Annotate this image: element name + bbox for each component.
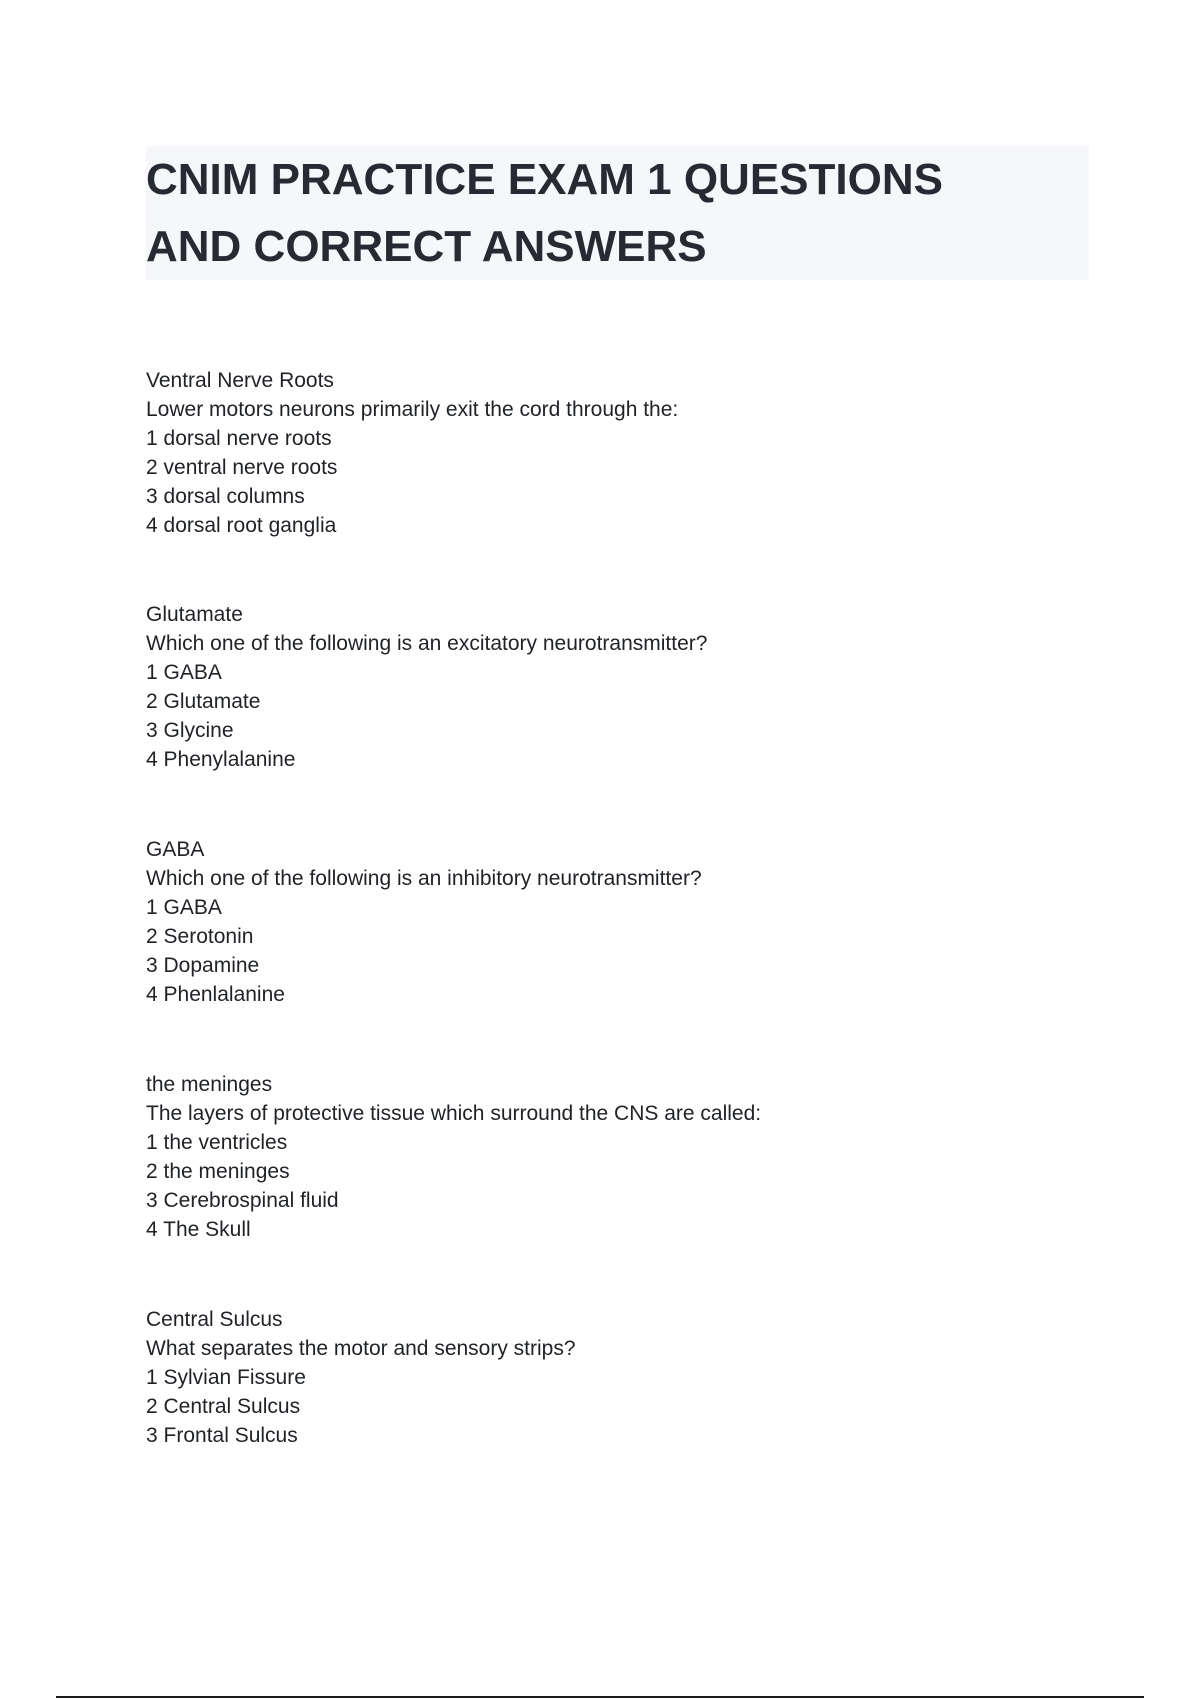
correct-answer: GABA	[146, 838, 205, 861]
answer-option: 1 GABA	[146, 896, 222, 919]
answer-option: 4 The Skull	[146, 1218, 251, 1241]
page-title	[146, 146, 943, 280]
answer-option: 3 Glycine	[146, 719, 234, 742]
answer-option: 2 ventral nerve roots	[146, 456, 338, 479]
answer-option: 1 Sylvian Fissure	[146, 1366, 306, 1389]
answer-option: 2 the meninges	[146, 1160, 290, 1183]
answer-option: 1 GABA	[146, 661, 222, 684]
question-block	[146, 835, 1046, 1009]
answer-option: 2 Central Sulcus	[146, 1395, 301, 1418]
title-banner	[146, 146, 1089, 280]
question-block	[146, 600, 1046, 774]
answer-option: 3 Dopamine	[146, 954, 260, 977]
answer-option: 4 dorsal root ganglia	[146, 514, 337, 537]
correct-answer: Central Sulcus	[146, 1308, 283, 1331]
answer-option: 4 Phenlalanine	[146, 983, 285, 1006]
correct-answer: Ventral Nerve Roots	[146, 369, 334, 392]
title-line-2: AND CORRECT ANSWERS	[146, 222, 707, 271]
answer-option: 1 the ventricles	[146, 1131, 288, 1154]
answer-option: 2 Serotonin	[146, 925, 254, 948]
question-text: Lower motors neurons primarily exit the cord through the:	[146, 398, 679, 421]
answer-option: 4 Phenylalanine	[146, 748, 296, 771]
answer-option: 1 dorsal nerve roots	[146, 427, 332, 450]
question-block	[146, 366, 1046, 540]
answer-option: 3 Cerebrospinal fluid	[146, 1189, 339, 1212]
answer-option: 2 Glutamate	[146, 690, 261, 713]
footer-divider	[56, 1696, 1144, 1698]
question-text: What separates the motor and sensory strips?	[146, 1337, 576, 1360]
correct-answer: Glutamate	[146, 603, 243, 626]
question-text: The layers of protective tissue which surround the CNS are called:	[146, 1102, 762, 1125]
question-block	[146, 1070, 1046, 1244]
question-text: Which one of the following is an inhibitory neurotransmitter?	[146, 867, 702, 890]
question-block	[146, 1305, 1046, 1450]
correct-answer: the meninges	[146, 1073, 273, 1096]
answer-option: 3 dorsal columns	[146, 485, 305, 508]
title-line-1: CNIM PRACTICE EXAM 1 QUESTIONS	[146, 155, 943, 204]
question-text: Which one of the following is an excitatory neurotransmitter?	[146, 632, 708, 655]
answer-option: 3 Frontal Sulcus	[146, 1424, 298, 1447]
